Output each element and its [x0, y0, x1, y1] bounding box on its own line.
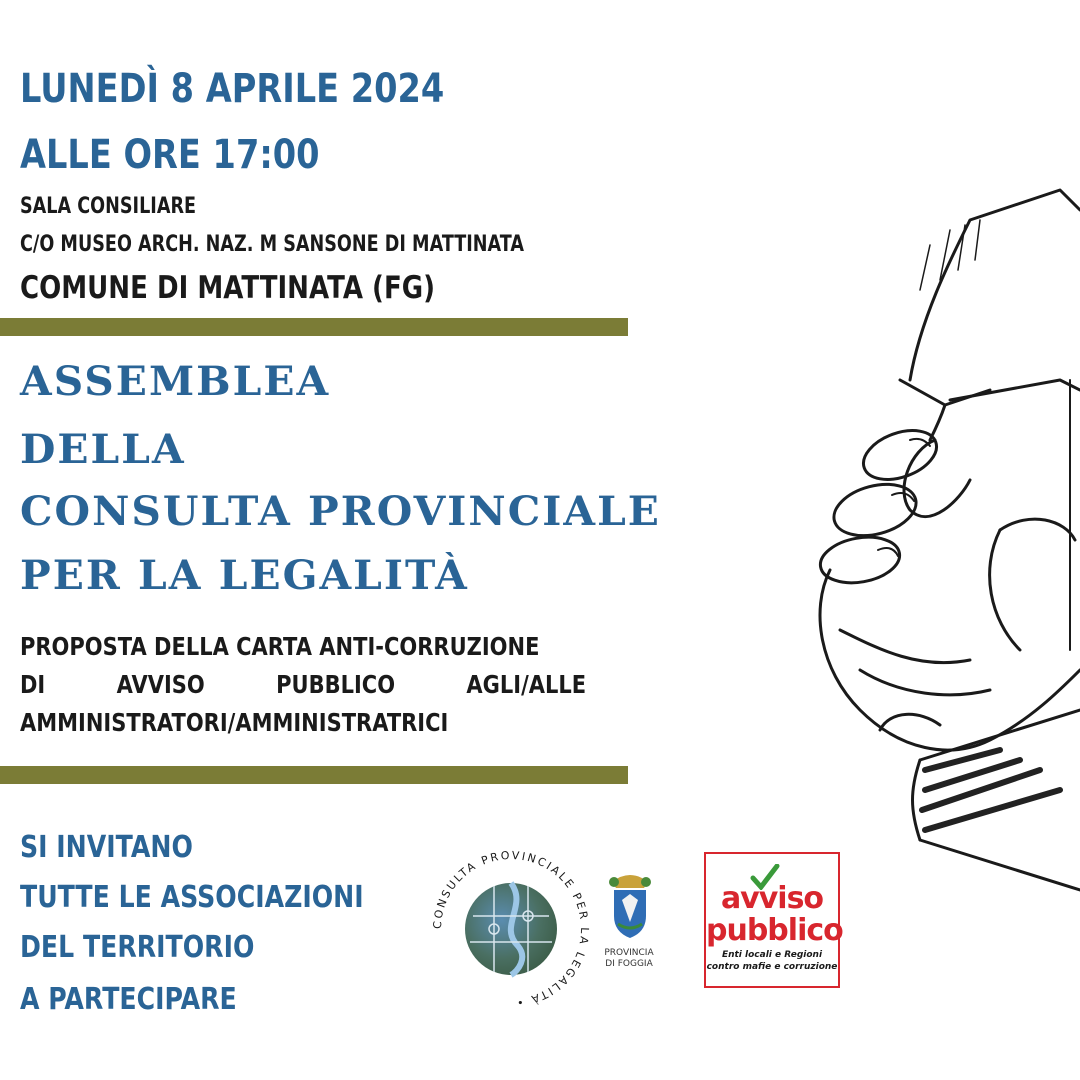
provincia-label-2: DI FOGGIA — [605, 959, 653, 969]
avviso-word: avviso — [720, 881, 824, 916]
proposal-word: DI — [20, 670, 46, 699]
invite-line-3: DEL TERRITORIO — [20, 930, 255, 965]
invite-line-2: TUTTE LE ASSOCIAZIONI — [20, 880, 364, 915]
proposal-text — [20, 628, 586, 742]
divider-bottom — [0, 766, 628, 784]
invite-line-4: A PARTECIPARE — [20, 982, 237, 1017]
invite-line-1: SI INVITANO — [20, 830, 193, 865]
provincia-coat-of-arms — [600, 872, 660, 944]
venue-museum: C/O MUSEO ARCH. NAZ. M SANSONE DI MATTINATA — [20, 232, 525, 257]
provincia-label-1: PROVINCIA — [604, 948, 654, 958]
avviso-tagline-1: Enti locali e Regioni — [721, 950, 823, 960]
pubblico-word: pubblico — [706, 913, 843, 948]
avviso-pubblico-logo — [704, 852, 843, 988]
consulta-ring-text: CONSULTA PROVINCIALE PER LA LEGALITÀ • — [430, 848, 592, 1009]
provincia-label — [596, 948, 662, 970]
title-line-1: ASSEMBLEA — [20, 358, 331, 405]
venue-municipality: COMUNE DI MATTINATA (FG) — [20, 270, 436, 306]
proposal-word: AVVISO — [116, 670, 205, 699]
avviso-tagline-2: contro mafie e corruzione — [706, 962, 838, 972]
title-line-4: PER LA LEGALITÀ — [20, 552, 469, 599]
title-line-2: DELLA — [20, 426, 186, 473]
proposal-word: AGLI/ALLE — [466, 670, 587, 699]
proposal-line-2 — [20, 666, 586, 704]
title-line-3: CONSULTA PROVINCIALE — [20, 488, 661, 535]
event-time: ALLE ORE 17:00 — [20, 132, 320, 178]
divider-top — [0, 318, 628, 336]
event-date: LUNEDÌ 8 APRILE 2024 — [20, 66, 445, 112]
puzzle-globe-logo — [428, 846, 594, 1012]
venue-room: SALA CONSILIARE — [20, 194, 197, 219]
proposal-line-1: PROPOSTA DELLA CARTA ANTI-CORRUZIONE — [20, 632, 540, 661]
proposal-line-3: AMMINISTRATORI/AMMINISTRATRICI — [20, 708, 449, 737]
handshake-illustration — [800, 150, 1080, 940]
proposal-word: PUBBLICO — [276, 670, 396, 699]
